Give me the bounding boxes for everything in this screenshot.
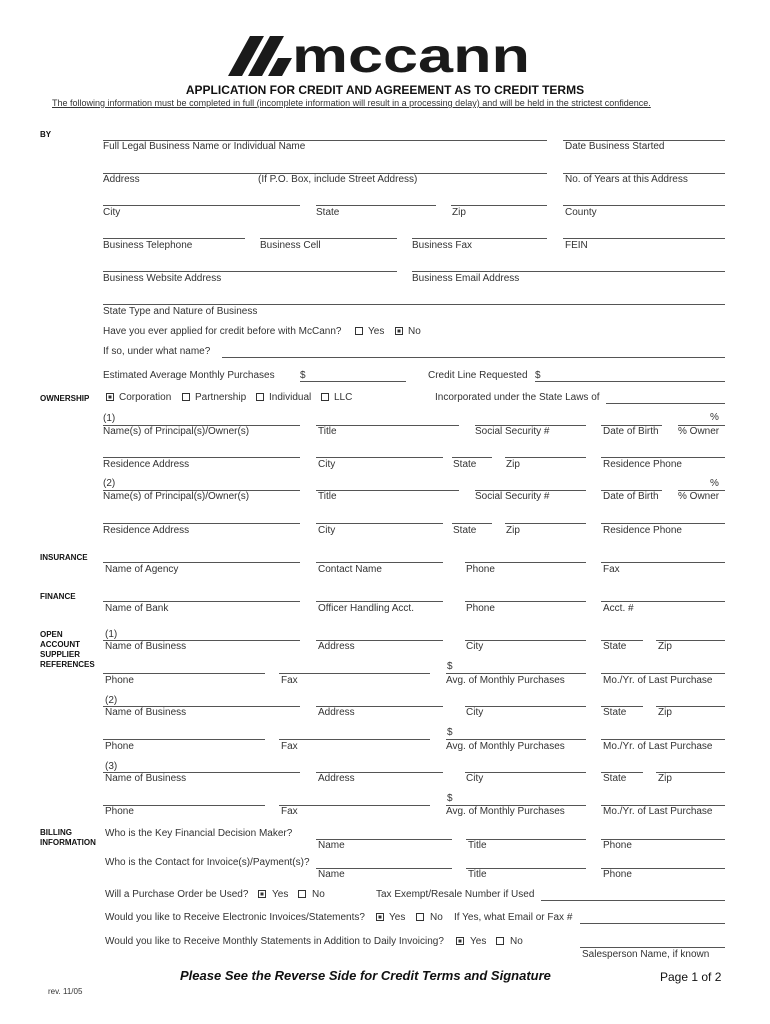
credit-line-label: Credit Line Requested [428,370,528,381]
principal2-state-label: State [453,525,477,536]
section-billing: BILLING INFORMATION [40,828,96,847]
principal1-res-line[interactable] [103,457,300,458]
ref3-avg-label: Avg. of Monthly Purchases [446,806,565,817]
logo-wordmark: mccann [292,36,530,76]
po-yes-label: Yes [272,889,289,900]
principal1-phone-label: Residence Phone [603,459,682,470]
ref1-dollar: $ [447,661,453,672]
agency-label: Name of Agency [105,564,179,575]
insurance-phone-label: Phone [466,564,495,575]
est-dollar: $ [300,370,306,381]
dm-title-label: Title [468,840,487,851]
principal1-state-line[interactable] [452,457,492,458]
agency-line[interactable] [103,562,300,563]
under-what-name-line[interactable] [222,357,725,358]
contact-label: Contact Name [318,564,382,575]
principal1-dob-label: Date of Birth [603,426,659,437]
mccann-logo [228,36,534,76]
ref3-state-label: State [603,773,627,784]
credit-line-input[interactable] [535,381,725,382]
section-insurance: INSURANCE [40,553,88,562]
ref2-fax-line[interactable] [279,739,430,740]
ref1-city-label: City [466,641,484,652]
principal2-name-label: Name(s) of Principal(s)/Owner(s) [103,491,250,502]
ref2-zip-label: Zip [658,707,672,718]
fein-line[interactable] [563,238,725,239]
einv-yes-label: Yes [389,912,406,923]
corporation-label: Corporation [119,392,172,403]
ref1-fax-label: Fax [281,675,298,686]
principal1-pct-sign: % [710,412,719,423]
principal2-phone-label: Residence Phone [603,525,682,536]
ref3-dollar: $ [447,793,453,804]
est-purchases-line[interactable] [300,381,406,382]
ref1-avg-label: Avg. of Monthly Purchases [446,675,565,686]
ref1-phone-line[interactable] [103,673,265,674]
ref2-phone-line[interactable] [103,739,265,740]
applied-yes-label: Yes [368,326,385,337]
finance-phone-label: Phone [466,603,495,614]
legal-name-label: Full Legal Business Name or Individual Name [103,141,306,152]
ref2-address-label: Address [318,707,355,718]
ref3-phone-label: Phone [105,806,134,817]
principal2-phone-line[interactable] [601,523,725,524]
llc-label: LLC [334,392,353,403]
credit-dollar: $ [535,370,541,381]
principal1-name-label: Name(s) of Principal(s)/Owner(s) [103,426,250,437]
ref2-last-line[interactable] [601,739,725,740]
po-yes-checkbox[interactable] [258,890,266,898]
principal1-title-line[interactable] [316,425,459,426]
monthly-yes-label: Yes [470,936,487,947]
ref2-city-label: City [466,707,484,718]
state-type-label: State Type and Nature of Business [103,306,258,317]
incorporated-line[interactable] [606,403,725,404]
under-what-name-label: If so, under what name? [103,346,211,357]
date-started-label: Date Business Started [565,141,665,152]
ref3-name-label: Name of Business [105,773,187,784]
monthly-no-checkbox[interactable] [496,937,504,945]
principal2-zip-label: Zip [506,525,520,536]
principal1-pct-owner-label: % Owner [678,426,720,437]
ref3-city-label: City [466,773,484,784]
telephone-line[interactable] [103,238,245,239]
officer-line[interactable] [316,601,443,602]
principal2-state-line[interactable] [452,523,492,524]
dm-name-label: Name [318,840,345,851]
page-number: Page 1 of 2 [660,970,722,984]
fax-line[interactable] [412,238,547,239]
llc-checkbox[interactable] [321,393,329,401]
einv-no-checkbox[interactable] [416,913,424,921]
ref3-zip-label: Zip [658,773,672,784]
principal2-number: (2) [103,478,116,489]
corporation-checkbox[interactable] [106,393,114,401]
po-used-label: Will a Purchase Order be Used? [105,889,249,900]
ref2-dollar: $ [447,727,453,738]
email-label: Business Email Address [412,273,520,284]
principal1-ssn-label: Social Security # [475,426,550,437]
city-label: City [103,207,121,218]
individual-checkbox[interactable] [256,393,264,401]
zip-label: Zip [452,207,466,218]
zip-line[interactable] [451,205,547,206]
monthly-statements-label: Would you like to Receive Monthly Statements in Addition to Daily Invoicing? [105,936,444,947]
principal2-pct-sign: % [710,478,719,489]
form-title: APPLICATION FOR CREDIT AND AGREEMENT AS TO CREDIT TERMS [185,83,585,97]
cell-line[interactable] [260,238,397,239]
tax-exempt-line[interactable] [541,900,725,901]
insurance-fax-label: Fax [603,564,620,575]
ref1-state-label: State [603,641,627,652]
ref1-fax-line[interactable] [279,673,430,674]
principal1-state-label: State [453,459,477,470]
years-label: No. of Years at this Address [565,174,688,185]
principal2-title-line[interactable] [316,490,459,491]
principal1-city-label: City [318,459,336,470]
ref1-avg-line[interactable] [446,673,586,674]
ref2-number: (2) [105,695,118,706]
individual-label: Individual [269,392,312,403]
principal2-res-label: Residence Address [103,525,190,536]
applied-no-checkbox[interactable] [395,327,403,335]
ref3-last-label: Mo./Yr. of Last Purchase [603,806,713,817]
einv-yes-checkbox[interactable] [376,913,384,921]
fax-label: Business Fax [412,240,473,251]
principal2-zip-line[interactable] [505,523,586,524]
ci-phone-label: Phone [603,869,632,880]
website-line[interactable] [103,271,397,272]
ref1-name-label: Name of Business [105,641,187,652]
e-invoices-label: Would you like to Receive Electronic Invoices/Statements? [105,912,365,923]
ref3-fax-label: Fax [281,806,298,817]
county-label: County [565,207,597,218]
po-no-label: No [312,889,325,900]
if-yes-email-label: If Yes, what Email or Fax # [454,912,573,923]
bank-label: Name of Bank [105,603,169,614]
acct-line[interactable] [601,601,725,602]
website-label: Business Website Address [103,273,222,284]
decision-maker-label: Who is the Key Financial Decision Maker? [105,828,293,839]
ref1-address-label: Address [318,641,355,652]
principal1-number: (1) [103,413,116,424]
revision-note: rev. 11/05 [48,987,83,996]
section-finance: FINANCE [40,592,76,601]
officer-label: Officer Handling Acct. [318,603,414,614]
incorporated-label: Incorporated under the State Laws of [435,392,600,403]
city-line[interactable] [103,205,300,206]
county-line[interactable] [563,205,725,206]
ref2-state-label: State [603,707,627,718]
principal2-title-label: Title [318,491,337,502]
partnership-checkbox[interactable] [182,393,190,401]
principal2-res-line[interactable] [103,523,300,524]
principal1-res-label: Residence Address [103,459,190,470]
acct-label: Acct. # [603,603,634,614]
principal1-zip-label: Zip [506,459,520,470]
telephone-label: Business Telephone [103,240,193,251]
reverse-side-note: Please See the Reverse Side for Credit Terms and Signature [180,968,551,983]
state-line[interactable] [316,205,436,206]
state-label: State [316,207,340,218]
state-type-line[interactable] [103,304,725,305]
form-subtitle: The following information must be completed in full (incomplete information will result in a processing delay) and will be held in the strictest confidence. [52,98,651,108]
email-line[interactable] [412,271,725,272]
ref1-zip-label: Zip [658,641,672,652]
ref2-last-label: Mo./Yr. of Last Purchase [603,741,713,752]
principal2-city-line[interactable] [316,523,443,524]
ref2-avg-line[interactable] [446,739,586,740]
salesperson-line[interactable] [580,947,725,948]
ref3-address-label: Address [318,773,355,784]
principal1-phone-line[interactable] [601,457,725,458]
if-yes-email-line[interactable] [580,923,725,924]
po-box-note: (If P.O. Box, include Street Address) [258,174,418,185]
bank-line[interactable] [103,601,300,602]
tax-exempt-label: Tax Exempt/Resale Number if Used [376,889,535,900]
address-label: Address [103,174,140,185]
contact-line[interactable] [316,562,443,563]
section-open-account: OPEN ACCOUNT SUPPLIER REFERENCES [40,630,95,669]
fein-label: FEIN [565,240,588,251]
ref2-fax-label: Fax [281,741,298,752]
ref2-name-label: Name of Business [105,707,187,718]
principal1-title-label: Title [318,426,337,437]
ci-title-label: Title [468,869,487,880]
section-by: BY [40,130,52,139]
section-ownership: OWNERSHIP [40,394,90,403]
ref1-last-line[interactable] [601,673,725,674]
principal2-city-label: City [318,525,336,536]
ref1-last-label: Mo./Yr. of Last Purchase [603,675,713,686]
principal1-zip-line[interactable] [505,457,586,458]
ref2-avg-label: Avg. of Monthly Purchases [446,741,565,752]
ref1-number: (1) [105,629,118,640]
applied-before-label: Have you ever applied for credit before with McCann? [103,326,342,337]
applied-yes-checkbox[interactable] [355,327,363,335]
dm-phone-label: Phone [603,840,632,851]
ref2-phone-label: Phone [105,741,134,752]
po-no-checkbox[interactable] [298,890,306,898]
insurance-fax-line[interactable] [601,562,725,563]
einv-no-label: No [430,912,443,923]
principal2-pct-owner-label: % Owner [678,491,720,502]
principal1-city-line[interactable] [316,457,443,458]
finance-phone-line[interactable] [465,601,586,602]
cell-label: Business Cell [260,240,321,251]
salesperson-label: Salesperson Name, if known [582,949,710,960]
ci-name-label: Name [318,869,345,880]
ref3-number: (3) [105,761,118,772]
monthly-yes-checkbox[interactable] [456,937,464,945]
monthly-no-label: No [510,936,523,947]
contact-invoice-label: Who is the Contact for Invoice(s)/Payment(s)? [105,857,310,868]
est-purchases-label: Estimated Average Monthly Purchases [103,370,275,381]
ref1-phone-label: Phone [105,675,134,686]
principal2-ssn-label: Social Security # [475,491,550,502]
principal2-dob-label: Date of Birth [603,491,659,502]
partnership-label: Partnership [195,392,247,403]
ref3-fax-line[interactable] [279,805,430,806]
insurance-phone-line[interactable] [465,562,586,563]
applied-no-label: No [408,326,421,337]
